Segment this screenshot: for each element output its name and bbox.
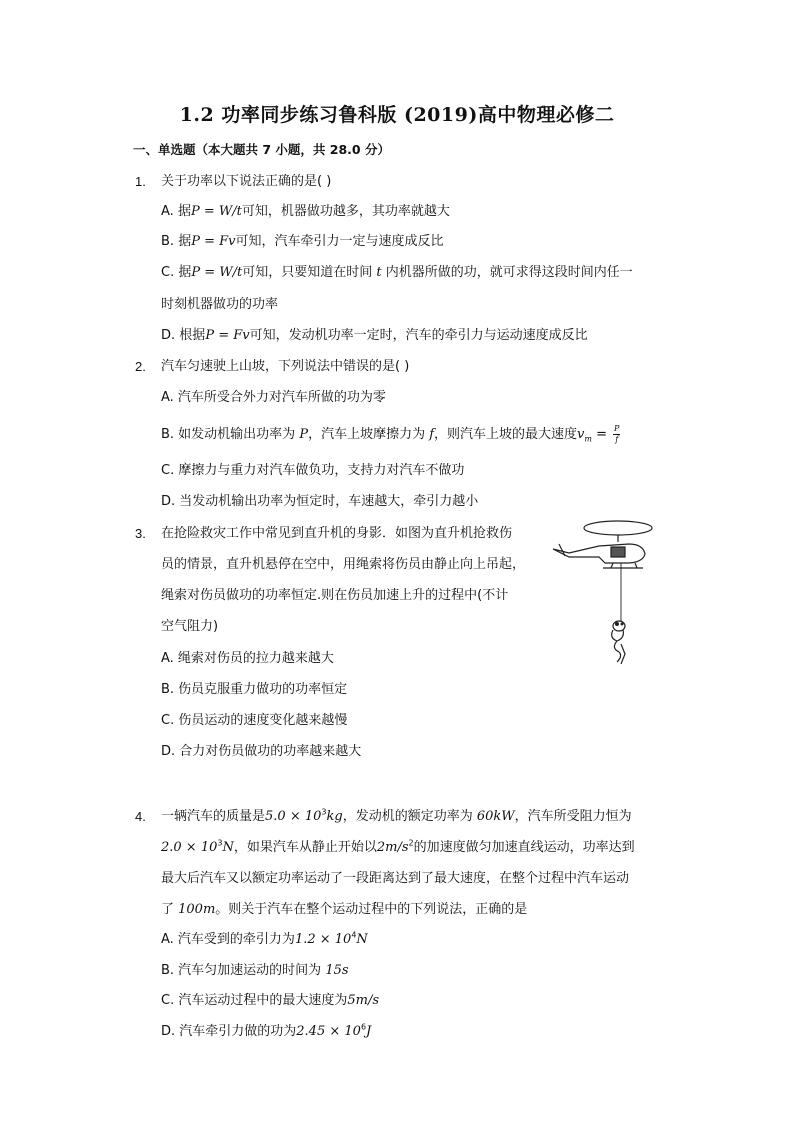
question-stem-line: 最大后汽车又以额定功率运动了一段距离达到了最大速度，在整个过程中汽车运动 — [161, 871, 630, 886]
option-a[interactable]: A. 汽车所受合外力对汽车所做的功为零 — [161, 390, 386, 405]
question-number: 3. — [135, 526, 146, 541]
option-b[interactable]: B. 如发动机输出功率为 P，汽车上坡摩擦力为 f，则汽车上坡的最大速度$v_m$ = $\frac{P}{f}$ — [161, 424, 620, 444]
option-d[interactable]: D. 当发动机输出功率为恒定时，车速越大，牵引力越小 — [161, 494, 479, 509]
option-b[interactable]: B. 汽车匀加速运动的时间为 15s — [161, 963, 349, 978]
question-stem-line: 员的情景，直升机悬停在空中，用绳索将伤员由静止向上吊起， — [161, 557, 526, 572]
question-stem: 汽车匀速驶上山坡，下列说法中错误的是( ) — [161, 359, 410, 374]
option-c-continued: 时刻机器做功的功率 — [161, 297, 279, 312]
question-stem-line: $2.0 \times 10^3N$，如果汽车从静止开始以$2m/s^2$的加速度做匀加速直线运动，功率达到 — [161, 838, 635, 855]
question-number: 2. — [135, 359, 146, 374]
page-title: 1.2 功率同步练习鲁科版 (2019)高中物理必修二 — [179, 104, 615, 126]
question-stem: 在抢险救灾工作中常见到直升机的身影．如图为直升机抢救伤 — [161, 526, 513, 541]
option-c[interactable]: C. 据P = W/t可知，只要知道在时间 t 内机器所做的功，就可求得这段时间内任一 — [161, 265, 633, 280]
option-c[interactable]: C. 汽车运动过程中的最大速度为5m/s — [161, 993, 379, 1008]
option-d[interactable]: D. 合力对伤员做功的功率越来越大 — [161, 744, 362, 759]
option-d[interactable]: D. 汽车牵引力做的功为$2.45 \times 10^6J$ — [161, 1022, 372, 1039]
option-b[interactable]: B. 伤员克服重力做功的功率恒定 — [161, 682, 348, 697]
question-number: 1. — [135, 174, 146, 189]
option-a[interactable]: A. 绳索对伤员的拉力越来越大 — [161, 651, 334, 666]
question-stem: 一辆汽车的质量是$5.0 \times 10^3kg$，发动机的额定功率为 60kW，汽车所受阻力恒为 — [161, 807, 632, 824]
question-number: 4. — [135, 809, 146, 824]
option-c[interactable]: C. 伤员运动的速度变化越来越慢 — [161, 713, 348, 728]
section-heading: 一、单选题（本大题共 7 小题，共 28.0 分） — [133, 142, 390, 157]
fraction: $\frac{P}{f}$ — [613, 424, 620, 444]
question-stem-line: 绳索对伤员做功的功率恒定.则在伤员加速上升的过程中(不计 — [161, 588, 509, 603]
option-c[interactable]: C. 摩擦力与重力对汽车做负功，支持力对汽车不做功 — [161, 463, 465, 478]
option-a[interactable]: A. 汽车受到的牵引力为$1.2 \times 10^4N$ — [161, 930, 368, 947]
question-stem-line: 空气阻力) — [161, 619, 219, 634]
option-d[interactable]: D. 根据P = Fv可知，发动机功率一定时，汽车的牵引力与运动速度成反比 — [161, 328, 588, 343]
option-b[interactable]: B. 据P = Fv可知，汽车牵引力一定与速度成反比 — [161, 234, 444, 249]
question-stem: 关于功率以下说法正确的是( ) — [161, 174, 332, 189]
question-stem-line: 了 100m。则关于汽车在整个运动过程中的下列说法，正确的是 — [161, 902, 528, 917]
helicopter-rescue-figure — [551, 516, 667, 672]
option-a[interactable]: A. 据P = W/t可知，机器做功越多，其功率就越大 — [161, 204, 450, 219]
